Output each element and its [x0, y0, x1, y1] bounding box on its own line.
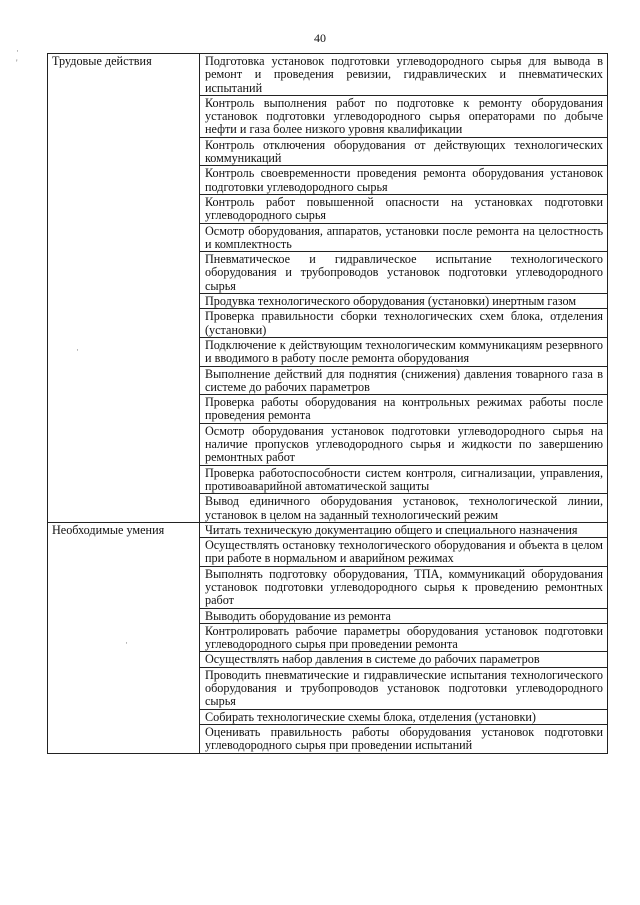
section-item: Контролировать рабочие параметры оборудования установок подготовки углеводородного сырья при проведении ремонта	[200, 623, 608, 652]
section-label: Необходимые умения	[48, 522, 200, 753]
section-item: Осуществлять набор давления в системе до рабочих параметров	[200, 652, 608, 667]
section-label: Трудовые действия	[48, 54, 200, 523]
section-item: Читать техническую документацию общего и специального назначения	[200, 522, 608, 537]
section-item: Контроль отключения оборудования от действующих технологических коммуникаций	[200, 137, 608, 166]
section-item: Пневматическое и гидравлическое испытание технологического оборудования и трубопроводов установок подготовки углеводородного сырья	[200, 252, 608, 294]
section-item: Проверка работоспособности систем контроля, сигнализации, управления, противоаварийной автоматической защиты	[200, 465, 608, 494]
section-item: Проверка работы оборудования на контрольных режимах работы после проведения ремонта	[200, 395, 608, 424]
section-item: Контроль выполнения работ по подготовке к ремонту оборудования установок подготовки углеводородного сырья операторами по добыче нефти и газа более низкого уровня квалификации	[200, 95, 608, 137]
section-item: Осмотр оборудования установок подготовки углеводородного сырья на наличие пропусков углеводородного сырья и жидкости по завершению ремонтных работ	[200, 423, 608, 465]
scan-fleck: ·	[16, 46, 19, 56]
section-item: Выполнение действий для поднятия (снижения) давления товарного газа в системе до рабочих параметров	[200, 366, 608, 395]
table-row	[48, 54, 608, 96]
page-number: 40	[314, 31, 326, 45]
section-item: Осуществлять остановку технологического оборудования и объекта в целом при работе в нормальном и аварийном режимах	[200, 538, 608, 567]
section-item: Собирать технологические схемы блока, отделения (установки)	[200, 709, 608, 724]
section-item: Продувка технологического оборудования (установки) инертным газом	[200, 294, 608, 309]
section-item: Вывод единичного оборудования установок, технологической линии, установок в целом на заданный технологический режим	[200, 494, 608, 523]
section-item: Контроль работ повышенной опасности на установках подготовки углеводородного сырья	[200, 194, 608, 223]
table-body	[48, 54, 608, 754]
scan-fleck: '	[16, 58, 18, 68]
section-item: Выводить оборудование из ремонта	[200, 608, 608, 623]
work-functions-table	[47, 53, 608, 754]
section-item: Оценивать правильность работы оборудования установок подготовки углеводородного сырья при проведении испытаний	[200, 724, 608, 753]
section-item: Контроль своевременности проведения ремонта оборудования установок подготовки углеводородного сырья	[200, 166, 608, 195]
section-item: Выполнять подготовку оборудования, ТПА, коммуникаций оборудования установок подготовки углеводородного сырья к проведению ремонтных работ	[200, 566, 608, 608]
section-item: Осмотр оборудования, аппаратов, установки после ремонта на целостность и комплектность	[200, 223, 608, 252]
table-row	[48, 522, 608, 537]
section-item: Подключение к действующим технологическим коммуникациям резервного и вводимого в работу после ремонта оборудования	[200, 337, 608, 366]
scan-fleck: ·	[76, 345, 79, 355]
section-item: Подготовка установок подготовки углеводородного сырья для вывода в ремонт и проведения ревизии, гидравлических и пневматических испытаний	[200, 54, 608, 96]
scan-fleck: ·	[125, 638, 128, 648]
section-item: Проводить пневматические и гидравлические испытания технологического оборудования и трубопроводов установок подготовки углеводородного сырья	[200, 667, 608, 709]
section-item: Проверка правильности сборки технологических схем блока, отделения (установки)	[200, 309, 608, 338]
